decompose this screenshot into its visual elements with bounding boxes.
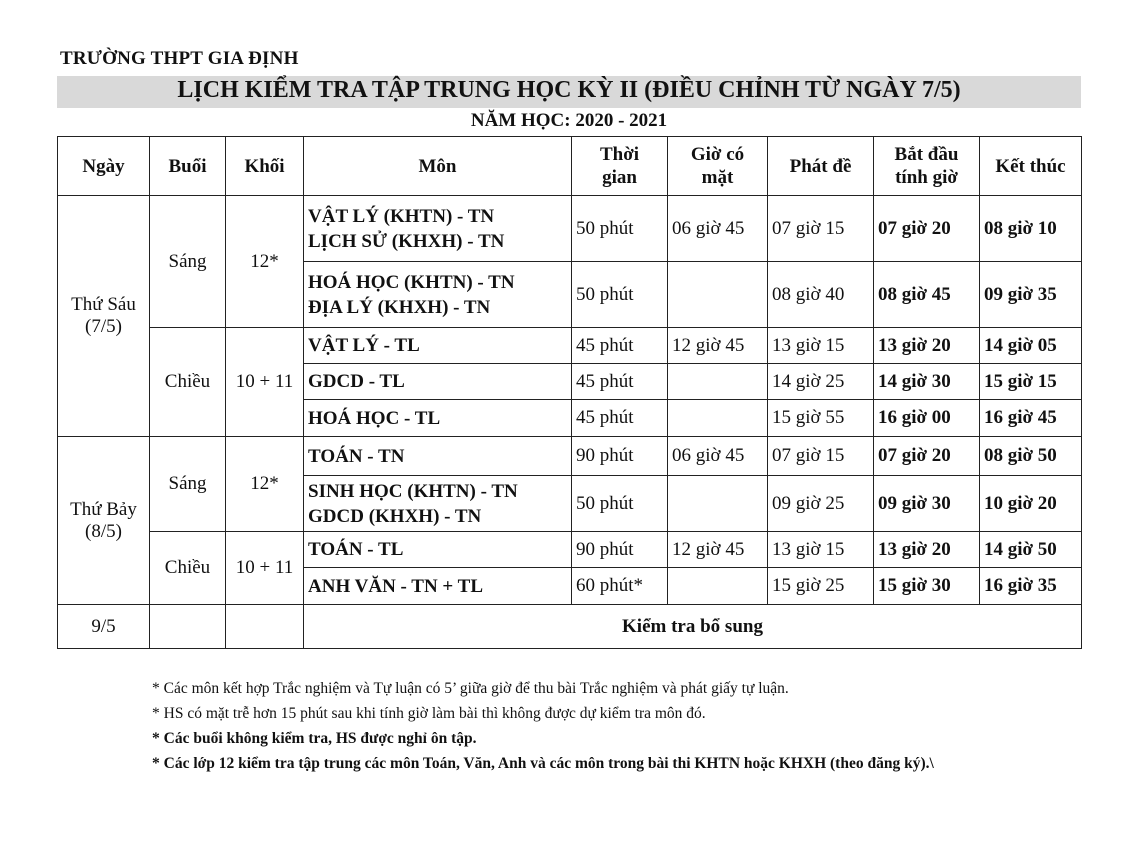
subject-line: LỊCH SỬ (KHXH) - TN — [308, 230, 505, 252]
header-thoi-gian — [572, 137, 668, 196]
day-label: Thứ Bảy — [70, 498, 137, 520]
day-cell — [58, 437, 150, 605]
hand-out-cell: 13 giờ 15 — [768, 532, 874, 568]
day-cell: 9/5 — [58, 605, 150, 649]
hand-out-cell: 07 giờ 15 — [768, 196, 874, 262]
session-cell — [150, 605, 226, 649]
end-time-cell: 16 giờ 35 — [980, 568, 1082, 605]
note-item: * Các lớp 12 kiểm tra tập trung các môn Toán, Văn, Anh và các môn trong bài thi KHTN hoặc KHXH (theo đăng ký).\ — [152, 755, 934, 772]
end-time-cell: 15 giờ 15 — [980, 364, 1082, 400]
present-time-cell — [668, 568, 768, 605]
note-item: * Các buổi không kiểm tra, HS được nghỉ ôn tập. — [152, 730, 477, 747]
present-time-cell: 12 giờ 45 — [668, 328, 768, 364]
note-item: * HS có mặt trễ hơn 15 phút sau khi tính giờ làm bài thì không được dự kiểm tra môn đó. — [152, 705, 706, 722]
hand-out-cell: 15 giờ 55 — [768, 400, 874, 437]
table-row — [58, 328, 1082, 364]
header-ngay: Ngày — [58, 137, 150, 196]
start-time-cell: 13 giờ 20 — [874, 328, 980, 364]
subject-cell: HOÁ HỌC - TL — [304, 400, 572, 437]
day-date: (7/5) — [85, 316, 122, 337]
duration-cell: 45 phút — [572, 400, 668, 437]
present-time-cell — [668, 476, 768, 532]
start-time-cell: 08 giờ 45 — [874, 262, 980, 328]
grade-cell: 12* — [226, 437, 304, 532]
duration-cell: 45 phút — [572, 328, 668, 364]
subject-cell: ANH VĂN - TN + TL — [304, 568, 572, 605]
start-time-cell: 16 giờ 00 — [874, 400, 980, 437]
end-time-cell: 14 giờ 05 — [980, 328, 1082, 364]
hand-out-cell: 09 giờ 25 — [768, 476, 874, 532]
table-row-supplementary — [58, 605, 1082, 649]
subject-cell: TOÁN - TL — [304, 532, 572, 568]
subject-cell — [304, 196, 572, 262]
session-cell: Sáng — [150, 196, 226, 328]
header-ket-thuc: Kết thúc — [980, 137, 1082, 196]
table-row — [58, 532, 1082, 568]
header-row — [58, 137, 1082, 196]
start-time-cell: 14 giờ 30 — [874, 364, 980, 400]
school-year: NĂM HỌC: 2020 - 2021 — [470, 110, 668, 131]
duration-cell: 50 phút — [572, 476, 668, 532]
session-cell: Chiều — [150, 532, 226, 605]
subject-line: VẬT LÝ (KHTN) - TN — [308, 205, 495, 227]
start-time-cell: 07 giờ 20 — [874, 437, 980, 476]
header-khoi: Khối — [226, 137, 304, 196]
hand-out-cell: 07 giờ 15 — [768, 437, 874, 476]
table-row — [58, 437, 1082, 476]
subject-line: HOÁ HỌC (KHTN) - TN — [308, 271, 515, 293]
subject-cell: VẬT LÝ - TL — [304, 328, 572, 364]
day-cell — [58, 196, 150, 437]
duration-cell: 90 phút — [572, 437, 668, 476]
header-phat-de: Phát đề — [768, 137, 874, 196]
hand-out-cell: 15 giờ 25 — [768, 568, 874, 605]
page-title: LỊCH KIỂM TRA TẬP TRUNG HỌC KỲ II (ĐIỀU CHỈNH TỪ NGÀY 7/5) — [177, 77, 961, 103]
start-time-cell: 13 giờ 20 — [874, 532, 980, 568]
subject-cell — [304, 476, 572, 532]
day-date: (8/5) — [85, 520, 122, 542]
hand-out-cell: 13 giờ 15 — [768, 328, 874, 364]
duration-cell: 60 phút* — [572, 568, 668, 605]
hand-out-cell: 14 giờ 25 — [768, 364, 874, 400]
notes — [152, 676, 1052, 776]
note-item: * Các môn kết hợp Trắc nghiệm và Tự luận có 5’ giữa giờ để thu bài Trắc nghiệm và phát giấy tự luận. — [152, 680, 789, 697]
header-thoi-gian-line1: Thời — [599, 144, 640, 165]
supplementary-exam-cell: Kiểm tra bổ sung — [304, 605, 1082, 649]
end-time-cell: 09 giờ 35 — [980, 262, 1082, 328]
end-time-cell: 10 giờ 20 — [980, 476, 1082, 532]
present-time-cell: 12 giờ 45 — [668, 532, 768, 568]
present-time-cell — [668, 262, 768, 328]
subject-line: GDCD (KHXH) - TN — [308, 505, 482, 527]
session-cell: Sáng — [150, 437, 226, 532]
start-time-cell: 07 giờ 20 — [874, 196, 980, 262]
header-bat-dau — [874, 137, 980, 196]
start-time-cell: 09 giờ 30 — [874, 476, 980, 532]
exam-schedule-table — [57, 136, 1082, 649]
start-time-cell: 15 giờ 30 — [874, 568, 980, 605]
header-buoi: Buổi — [150, 137, 226, 196]
present-time-cell: 06 giờ 45 — [668, 437, 768, 476]
header-gio-co-mat — [668, 137, 768, 196]
session-cell: Chiều — [150, 328, 226, 437]
subject-cell: GDCD - TL — [304, 364, 572, 400]
grade-cell: 10 + 11 — [226, 532, 304, 605]
header-gio-co-mat-line2: mặt — [701, 167, 734, 188]
duration-cell: 50 phút — [572, 196, 668, 262]
header-bat-dau-line2: tính giờ — [895, 167, 958, 188]
subject-cell: TOÁN - TN — [304, 437, 572, 476]
header-thoi-gian-line2: gian — [602, 167, 637, 188]
end-time-cell: 08 giờ 50 — [980, 437, 1082, 476]
grade-cell: 10 + 11 — [226, 328, 304, 437]
day-label: Thứ Sáu — [71, 294, 136, 315]
grade-cell — [226, 605, 304, 649]
end-time-cell: 16 giờ 45 — [980, 400, 1082, 437]
header-mon: Môn — [304, 137, 572, 196]
table-row — [58, 196, 1082, 262]
end-time-cell: 14 giờ 50 — [980, 532, 1082, 568]
present-time-cell — [668, 364, 768, 400]
subject-line: SINH HỌC (KHTN) - TN — [308, 480, 518, 502]
end-time-cell: 08 giờ 10 — [980, 196, 1082, 262]
subject-line: ĐỊA LÝ (KHXH) - TN — [308, 296, 491, 318]
grade-cell: 12* — [226, 196, 304, 328]
subject-cell — [304, 262, 572, 328]
header-bat-dau-line1: Bắt đầu — [894, 144, 959, 165]
duration-cell: 50 phút — [572, 262, 668, 328]
school-name: TRƯỜNG THPT GIA ĐỊNH — [60, 48, 299, 69]
duration-cell: 45 phút — [572, 364, 668, 400]
header-gio-co-mat-line1: Giờ có — [690, 144, 745, 165]
duration-cell: 90 phút — [572, 532, 668, 568]
present-time-cell: 06 giờ 45 — [668, 196, 768, 262]
hand-out-cell: 08 giờ 40 — [768, 262, 874, 328]
present-time-cell — [668, 400, 768, 437]
